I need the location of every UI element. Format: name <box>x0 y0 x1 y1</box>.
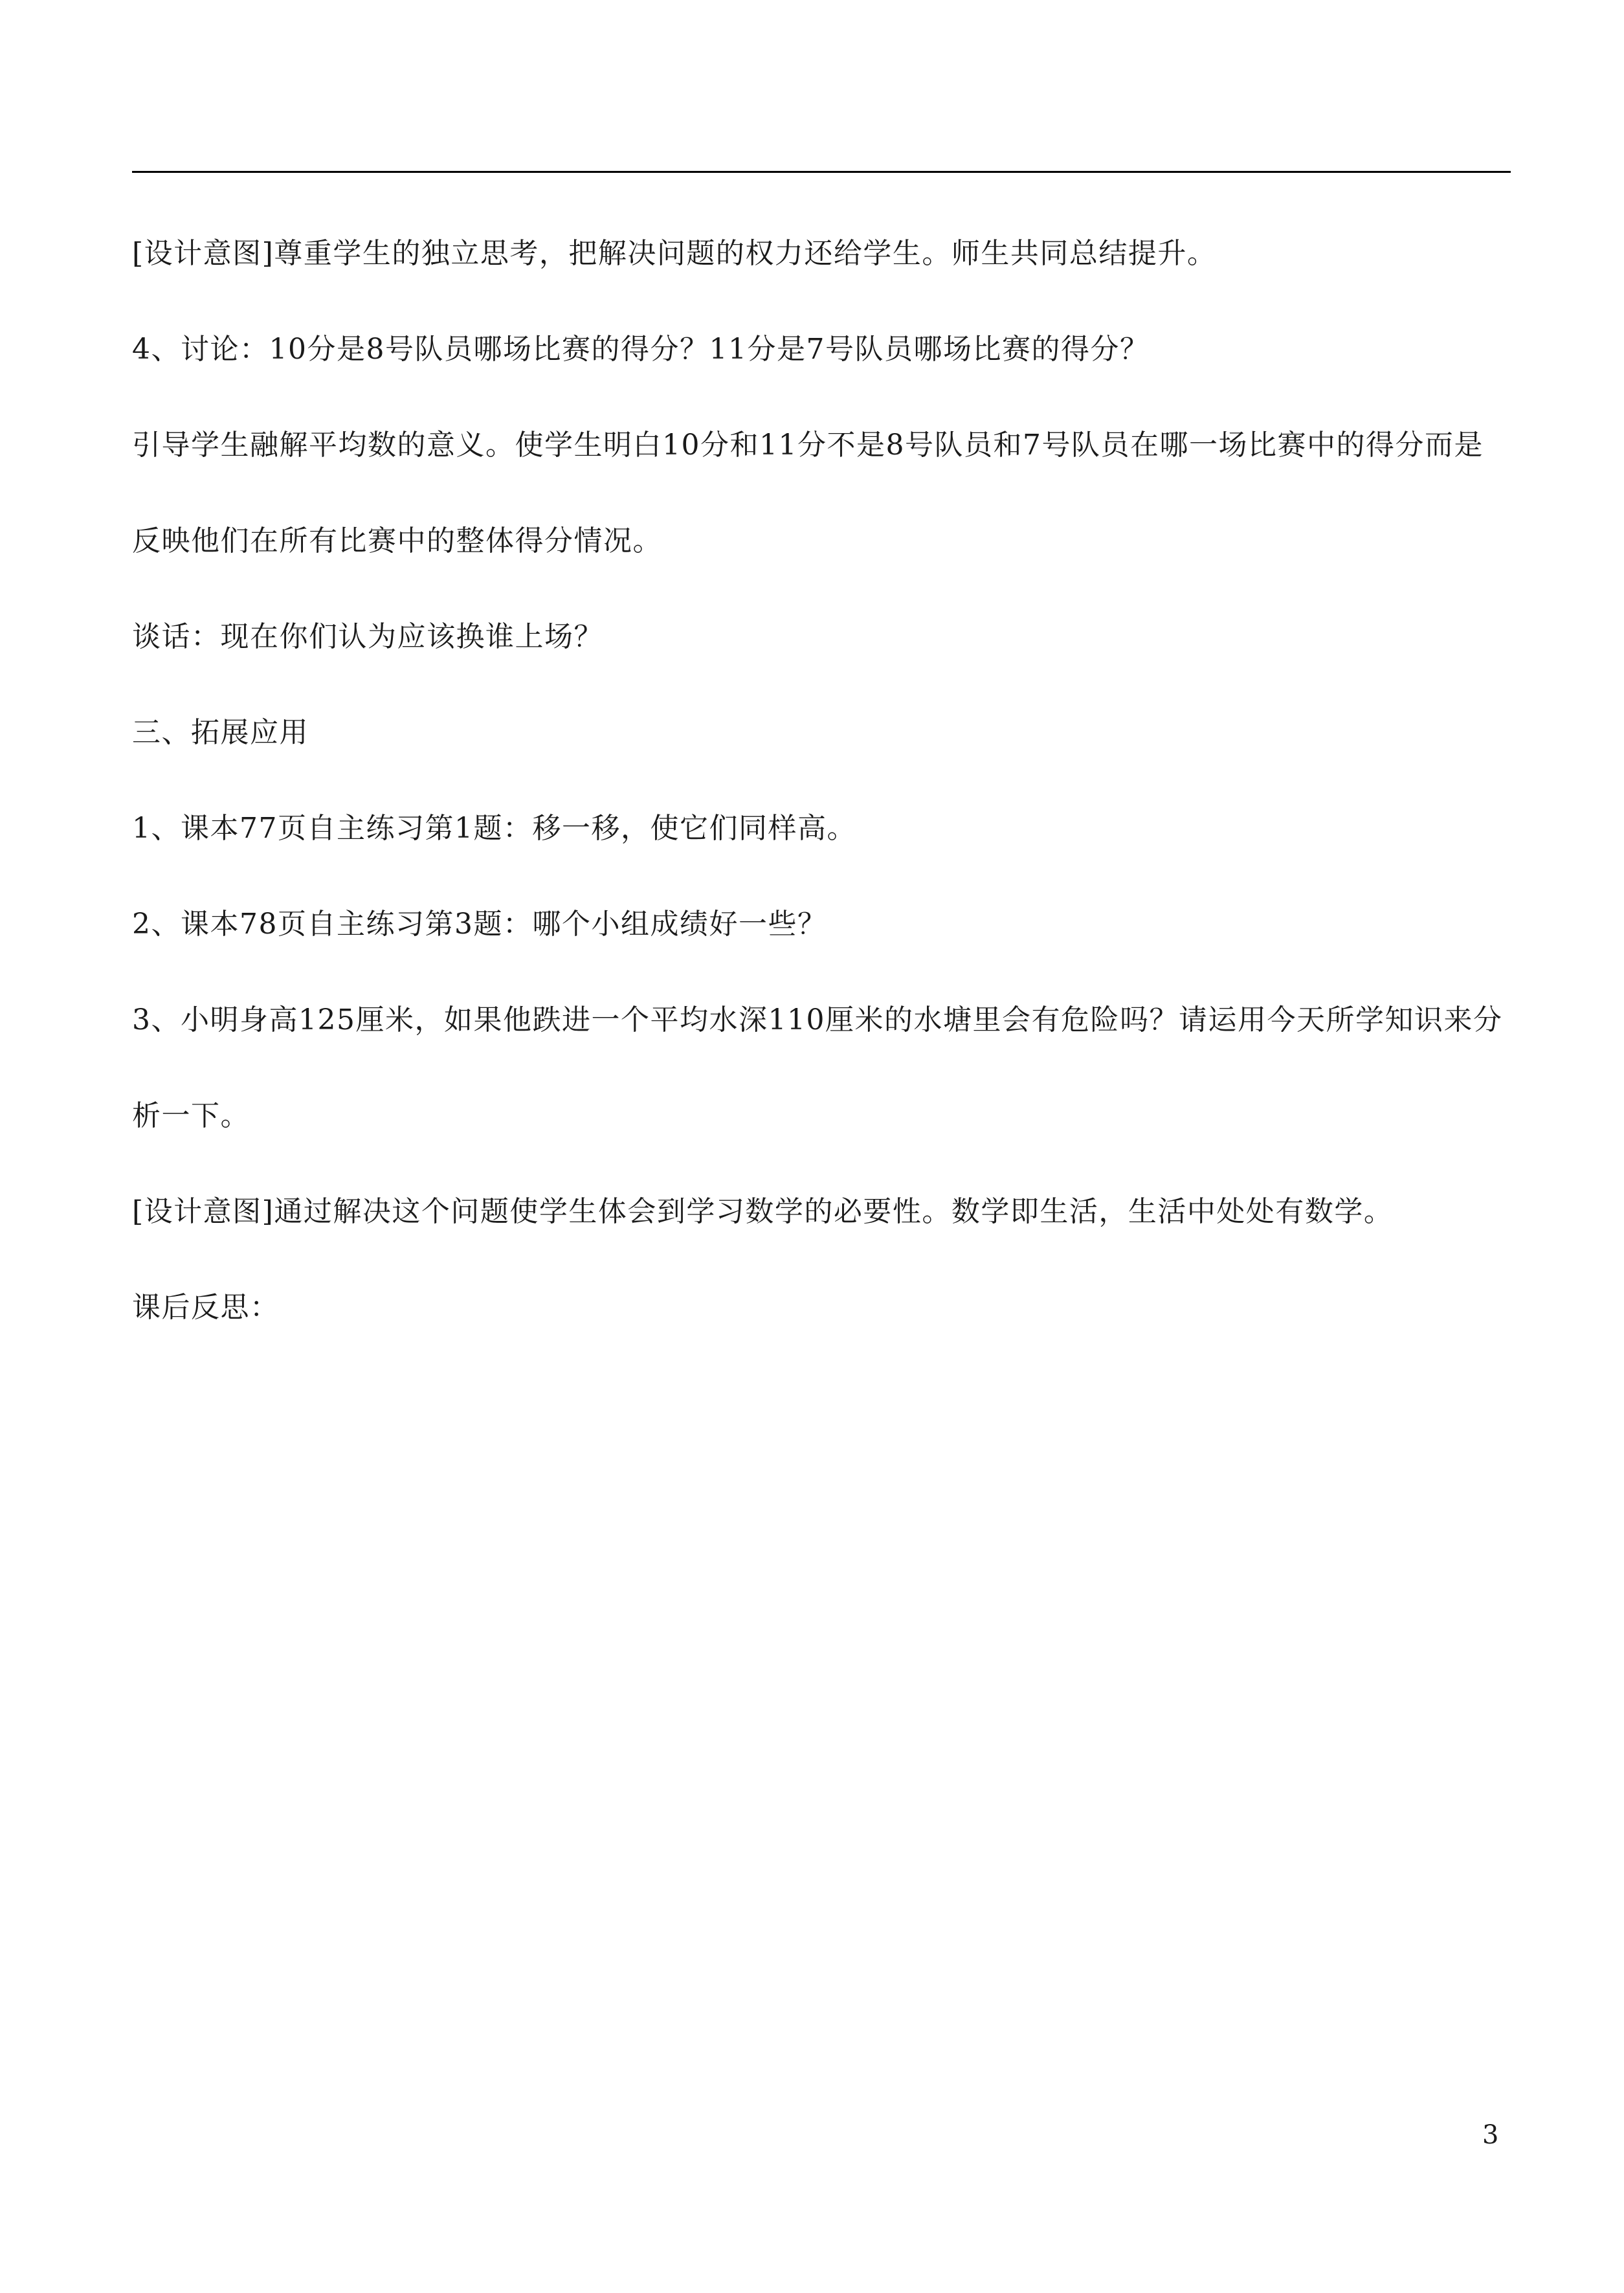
paragraph-exercise-2: 2、课本78页自主练习第3题：哪个小组成绩好一些？ <box>132 908 827 941</box>
paragraph-design-intent-1: [设计意图]尊重学生的独立思考，把解决问题的权力还给学生。师生共同总结提升。 <box>132 237 1217 270</box>
paragraph-talk: 谈话：现在你们认为应该换谁上场？ <box>132 620 603 653</box>
document-body <box>132 206 1511 1356</box>
section-heading-extension: 三、拓展应用 <box>132 716 309 749</box>
paragraph-discussion: 4、讨论：10分是8号队员哪场比赛的得分？11分是7号队员哪场比赛的得分？ <box>132 333 1150 366</box>
paragraph-exercise-3: 3、小明身高125厘米，如果他跌进一个平均水深110厘米的水塘里会有危险吗？请运用今天所学知识来分析一下。 <box>132 1003 1503 1132</box>
paragraph-exercise-1: 1、课本77页自主练习第1题：移一移，使它们同样高。 <box>132 812 856 845</box>
paragraph-guidance: 引导学生融解平均数的意义。使学生明白10分和11分不是8号队员和7号队员在哪一场比赛中的得分而是反映他们在所有比赛中的整体得分情况。 <box>132 429 1484 557</box>
paragraph-reflection: 课后反思： <box>132 1291 280 1324</box>
page-number: 3 <box>1482 2120 1499 2150</box>
header-rule <box>132 171 1511 173</box>
paragraph-design-intent-2: [设计意图]通过解决这个问题使学生体会到学习数学的必要性。数学即生活，生活中处处有数学。 <box>132 1195 1394 1228</box>
